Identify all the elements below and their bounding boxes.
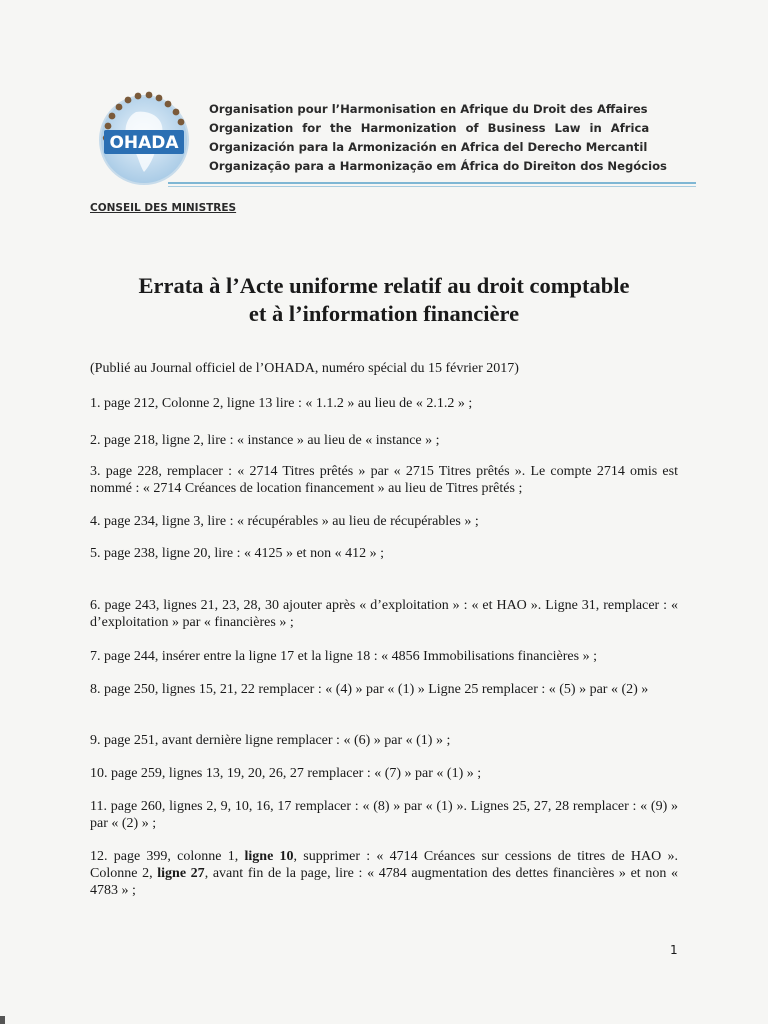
ohada-logo [88, 82, 200, 194]
intro-paragraph: (Publié au Journal officiel de l’OHADA, numéro spécial du 15 février 2017) [90, 361, 519, 376]
item12-part-e: , avant fin de la page, lire : « 4784 augmentation des dettes financières » et non « 4783 » ; [90, 866, 678, 898]
org-line-pt: Organização para a Harmonização em África do Direiton dos Negócios [209, 159, 667, 173]
errata-item-9: 9. page 251, avant dernière ligne remplacer : « (6) » par « (1) » ; [90, 733, 451, 748]
errata-item-2: 2. page 218, ligne 2, lire : « instance » au lieu de « instance » ; [90, 433, 440, 448]
org-line-fr: Organisation pour l’Harmonisation en Afrique du Droit des Affaires [209, 102, 648, 116]
errata-item-6: 6. page 243, lignes 21, 23, 28, 30 ajouter après « d’exploitation » : « et HAO ». Ligne 31, remplacer : « d’exploitation » par « financières » ; [90, 598, 678, 630]
errata-item-8: 8. page 250, lignes 15, 21, 22 remplacer : « (4) » par « (1) » Ligne 25 remplacer : « (5) » par « (2) » [90, 682, 649, 697]
errata-item-1: 1. page 212, Colonne 2, ligne 13 lire : « 1.1.2 » au lieu de « 2.1.2 » ; [90, 396, 473, 411]
errata-item-7: 7. page 244, insérer entre la ligne 17 et la ligne 18 : « 4856 Immobilisations financières » ; [90, 649, 597, 664]
organization-names [209, 100, 729, 176]
item12-part-a: 12. page 399, colonne 1, [90, 849, 245, 864]
ohada-logo-emblem-icon [88, 82, 200, 194]
errata-item-5: 5. page 238, ligne 20, lire : « 4125 » et non « 412 » ; [90, 546, 384, 561]
errata-item-10: 10. page 259, lignes 13, 19, 20, 26, 27 remplacer : « (7) » par « (1) » ; [90, 766, 482, 781]
scan-corner-mark [0, 1016, 5, 1024]
document-title [60, 272, 708, 328]
page-number: 1 [670, 943, 678, 957]
item12-bold-ligne-10: ligne 10 [244, 849, 294, 864]
title-line-1: Errata à l’Acte uniforme relatif au droit comptable [138, 273, 630, 298]
header-divider [168, 182, 696, 184]
section-heading: CONSEIL DES MINISTRES [90, 202, 237, 214]
errata-item-3: 3. page 228, remplacer : « 2714 Titres prêtés » par « 2715 Titres prêtés ». Le compte 2714 omis est nommé : « 2714 Créances de location financement » au lieu de Titres prêtés ; [90, 464, 678, 496]
item12-bold-ligne-27: ligne 27 [157, 866, 205, 881]
errata-item-11: 11. page 260, lignes 2, 9, 10, 16, 17 remplacer : « (8) » par « (1) ». Lignes 25, 27, 28 remplacer : « (9) » par « (2) » ; [90, 799, 678, 831]
svg-text:OHADA: OHADA [109, 133, 179, 153]
title-line-2: et à l’information financière [248, 301, 520, 326]
errata-item-12 [90, 848, 678, 899]
errata-item-4: 4. page 234, ligne 3, lire : « récupérables » au lieu de récupérables » ; [90, 514, 479, 529]
item12-part-c: , supprimer : « 4714 Créances sur cessions de titres de HAO ». Colonne 2, [90, 849, 679, 881]
org-line-en: Organization for the Harmonization of Business Law in Africa [209, 121, 650, 135]
header-divider-thin [168, 186, 696, 187]
org-line-es: Organización para la Armonización en Africa del Derecho Mercantil [209, 140, 648, 154]
